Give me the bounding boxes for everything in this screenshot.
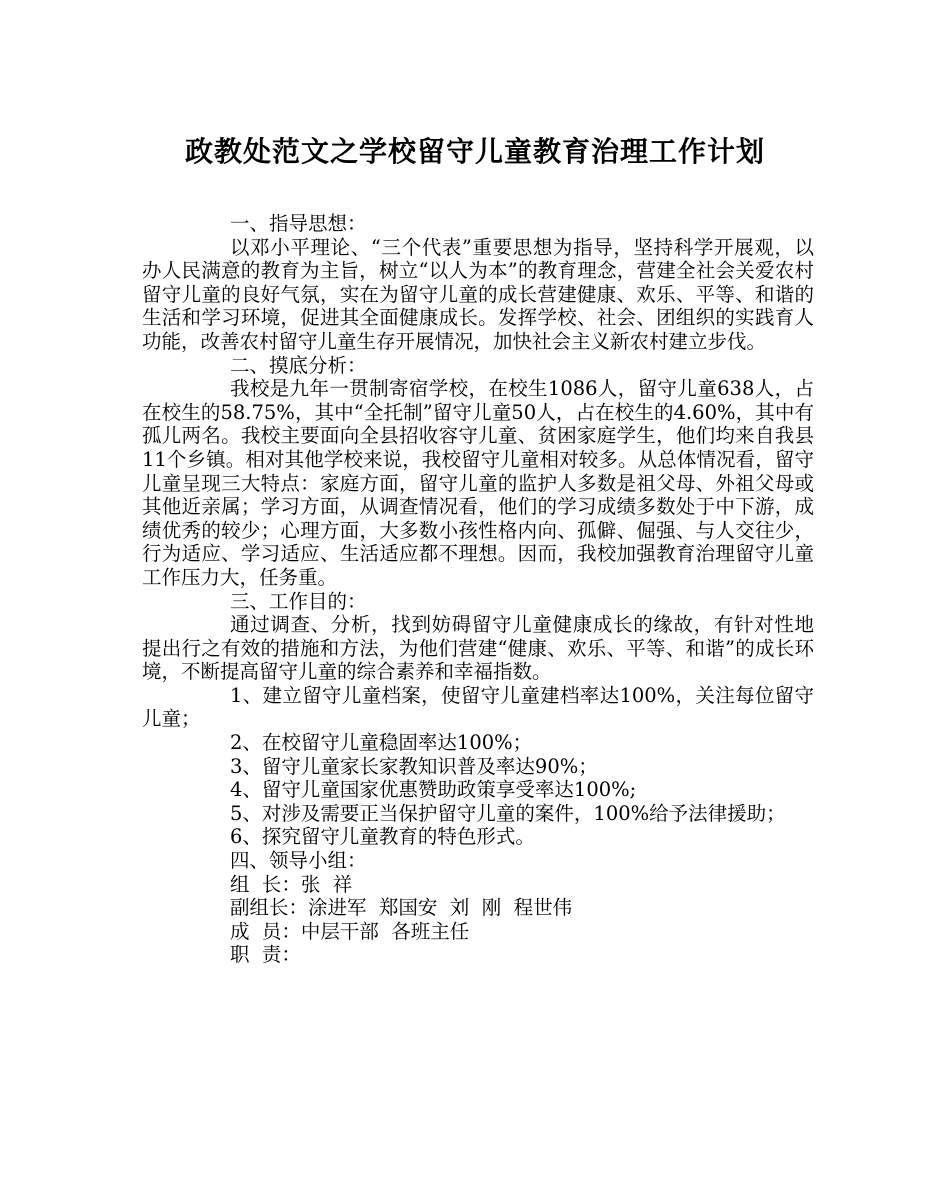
goal-item-4: 4、留守儿童国家优惠赞助政策享受率达100%; — [230, 778, 637, 802]
section-heading-analysis: 二、摸底分析： — [230, 353, 367, 377]
goal-item-6: 6、探究留守儿童教育的特色形式。 — [230, 825, 535, 849]
section-heading-guiding-ideology: 一、指导思想： — [230, 212, 367, 235]
document-title: 政教处范文之学校留守儿童教育治理工作计划 — [184, 135, 765, 168]
paragraph-guiding-ideology: 以邓小平理论、“三个代表”重要思想为指导，坚持科学开展观，以办人民满意的教育为主旨，树立“以人为本”的教育理念，营建全社会关爱农村留守儿童的良好气氛，实在为留守儿童的成长营建健康、欢乐、平等、和谐的生活和学习环境，促进其全面健康成长。发挥学校、社会、团组织的实践育人功能，改善农村留守儿童生存开展情况，加快社会主义新农村建立步伐。 — [142, 235, 814, 353]
goal-item-2: 2、在校留守儿童稳固率达100%； — [230, 731, 533, 755]
document-body — [142, 212, 814, 967]
goal-item-1: 1、建立留守儿童档案，使留守儿童建档率达100%，关注每位留守儿童； — [142, 683, 814, 731]
section-heading-leadership-group: 四、领导小组： — [230, 849, 367, 873]
group-duties: 职 责： — [230, 943, 301, 967]
goal-item-5: 5、对涉及需要正当保护留守儿童的案件，100%给予法律援助； — [230, 801, 786, 825]
paragraph-analysis: 我校是九年一贯制寄宿学校，在校生1086人，留守儿童638人，占在校生的58.75%，其中“全托制”留守儿童50人，占在校生的4.60%，其中有孤儿两名。我校主要面向全县招收容守儿童、贫困家庭学生，他们均来自我县11个乡镇。相对其他学校来说，我校留守儿童相对较多。从总体情况看，留守儿童呈现三大特点：家庭方面，留守儿童的监护人多数是祖父母、外祖父母或其他近亲属；学习方面，从调查情况看，他们的学习成绩多数处于中下游，成绩优秀的较少；心理方面，大多数小孩性格内向、孤僻、倔强、与人交往少，行为适应、学习适应、生活适应都不理想。因而，我校加强教育治理留守儿童工作压力大，任务重。 — [142, 377, 814, 589]
goal-item-3: 3、留守儿童家长家教知识普及率达90%； — [230, 754, 598, 778]
group-leader: 组 长：张 祥 — [230, 872, 353, 896]
group-deputy-leaders: 副组长：涂进军 郑国安 刘 刚 程世伟 — [230, 896, 573, 920]
paragraph-goals: 通过调查、分析，找到妨碍留守儿童健康成长的缘故，有针对性地提出行之有效的措施和方法，为他们营建“健康、欢乐、平等、和谐”的成长环境，不断提高留守儿童的综合素养和幸福指数。 — [142, 613, 814, 684]
section-heading-goals: 三、工作目的： — [230, 589, 367, 613]
group-members: 成 员：中层干部 各班主任 — [230, 919, 470, 943]
